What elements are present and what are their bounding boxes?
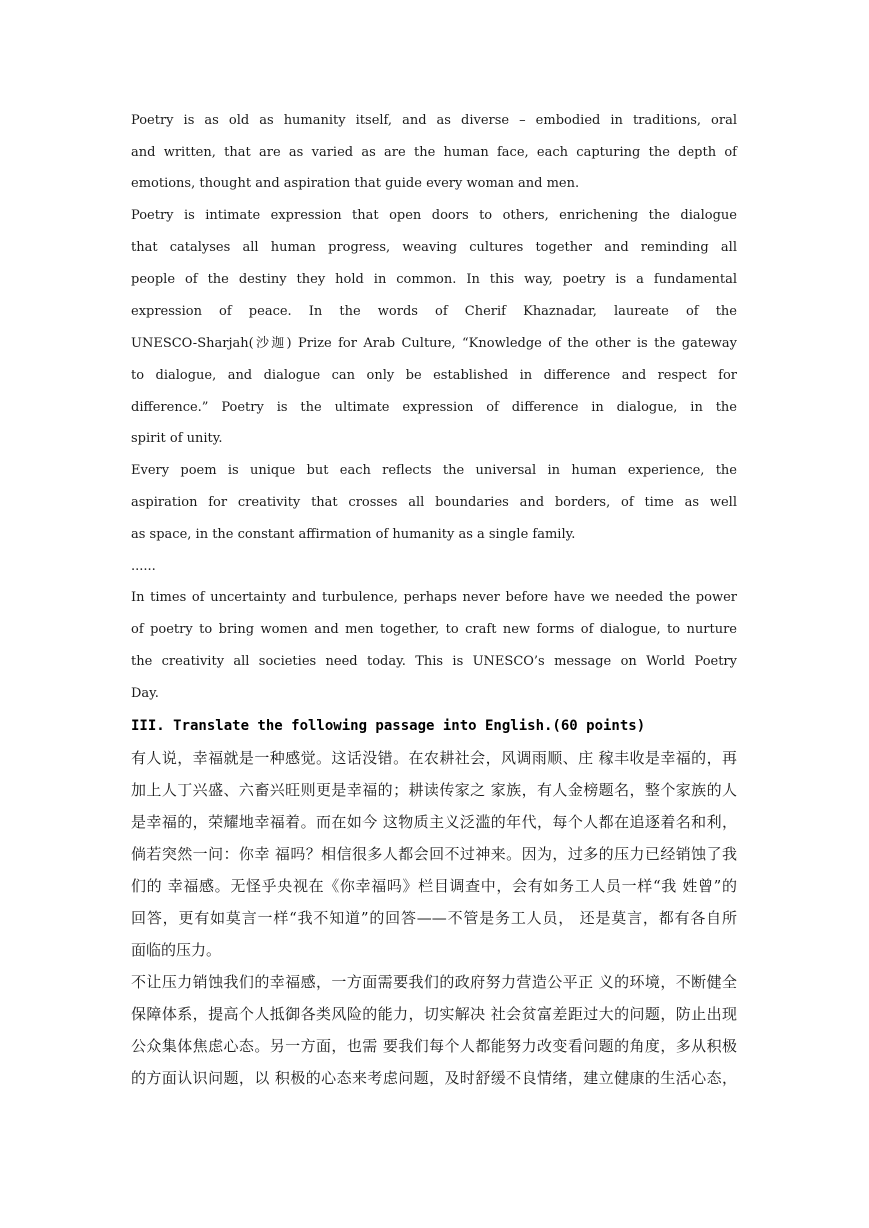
passage-line: expression of peace. In the words of Cherif Khaznadar, laureate of the [131,304,737,319]
chinese-line: 有人说，幸福就是一种感觉。这话没错。在农耕社会，风调雨顺、庄 稼丰收是幸福的，再 [131,749,737,767]
chinese-line: 回答，更有如莫言一样“我不知道”的回答——不管是务工人员， 还是莫言，都有各自所 [131,909,737,927]
passage-line: the creativity all societies need today. This is UNESCO’s message on World Poetry [131,654,737,669]
passage-line: aspiration for creativity that crosses all boundaries and borders, of time as well [131,495,737,510]
passage-line: In times of uncertainty and turbulence, perhaps never before have we needed the power [131,590,737,605]
passage-line: Every poem is unique but each reflects the universal in human experience, the [131,463,737,478]
chinese-line: 保障体系，提高个人抵御各类风险的能力，切实解决 社会贫富差距过大的问题，防止出现 [131,1005,737,1023]
chinese-line: 们的 幸福感。无怪乎央视在《你幸福吗》栏目调查中，会有如务工人员一样“我 姓曾”的 [131,877,737,895]
passage-line: UNESCO-Sharjah(沙迦) Prize for Arab Culture, “Knowledge of the other is the gateway [131,336,737,351]
chinese-line: 面临的压力。 [131,941,222,959]
chinese-line: 不让压力销蚀我们的幸福感，一方面需要我们的政府努力营造公平正 义的环境，不断健全 [131,973,737,991]
passage-line: Day. [131,686,159,701]
passage-line: emotions, thought and aspiration that guide every woman and men. [131,176,580,191]
passage-line: difference.” Poetry is the ultimate expression of difference in dialogue, in the [131,400,737,415]
chinese-line: 公众集体焦虑心态。另一方面，也需 要我们每个人都能努力改变看问题的角度，多从积极 [131,1037,737,1055]
passage-line: to dialogue, and dialogue can only be established in difference and respect for [131,368,737,383]
passage-line: as space, in the constant affirmation of humanity as a single family. [131,527,576,542]
passage-line: Poetry is intimate expression that open doors to others, enrichening the dialogue [131,208,737,223]
chinese-line: 是幸福的，荣耀地幸福着。而在如今 这物质主义泛滥的年代，每个人都在追逐着名和利， [131,813,737,831]
passage-line: and written, that are as varied as are the human face, each capturing the depth of [131,145,737,160]
chinese-line: 倘若突然一问：你幸 福吗？相信很多人都会回不过神来。因为，过多的压力已经销蚀了我 [131,845,737,863]
section-heading: III. Translate the following passage into English.(60 points) [131,718,646,734]
passage-line: Poetry is as old as humanity itself, and as diverse – embodied in traditions, oral [131,113,737,128]
chinese-line: 加上人丁兴盛、六畜兴旺则更是幸福的；耕读传家之 家族，有人金榜题名，整个家族的人 [131,781,737,799]
passage-line: of poetry to bring women and men together, to craft new forms of dialogue, to nurture [131,622,737,637]
passage-ellipsis: ...... [131,559,156,574]
passage-line: that catalyses all human progress, weaving cultures together and reminding all [131,240,737,255]
chinese-line: 的方面认识问题，以 积极的心态来考虑问题，及时舒缓不良情绪，建立健康的生活心态， [131,1069,737,1087]
passage-line: people of the destiny they hold in common. In this way, poetry is a fundamental [131,272,737,287]
passage-line: spirit of unity. [131,431,223,446]
